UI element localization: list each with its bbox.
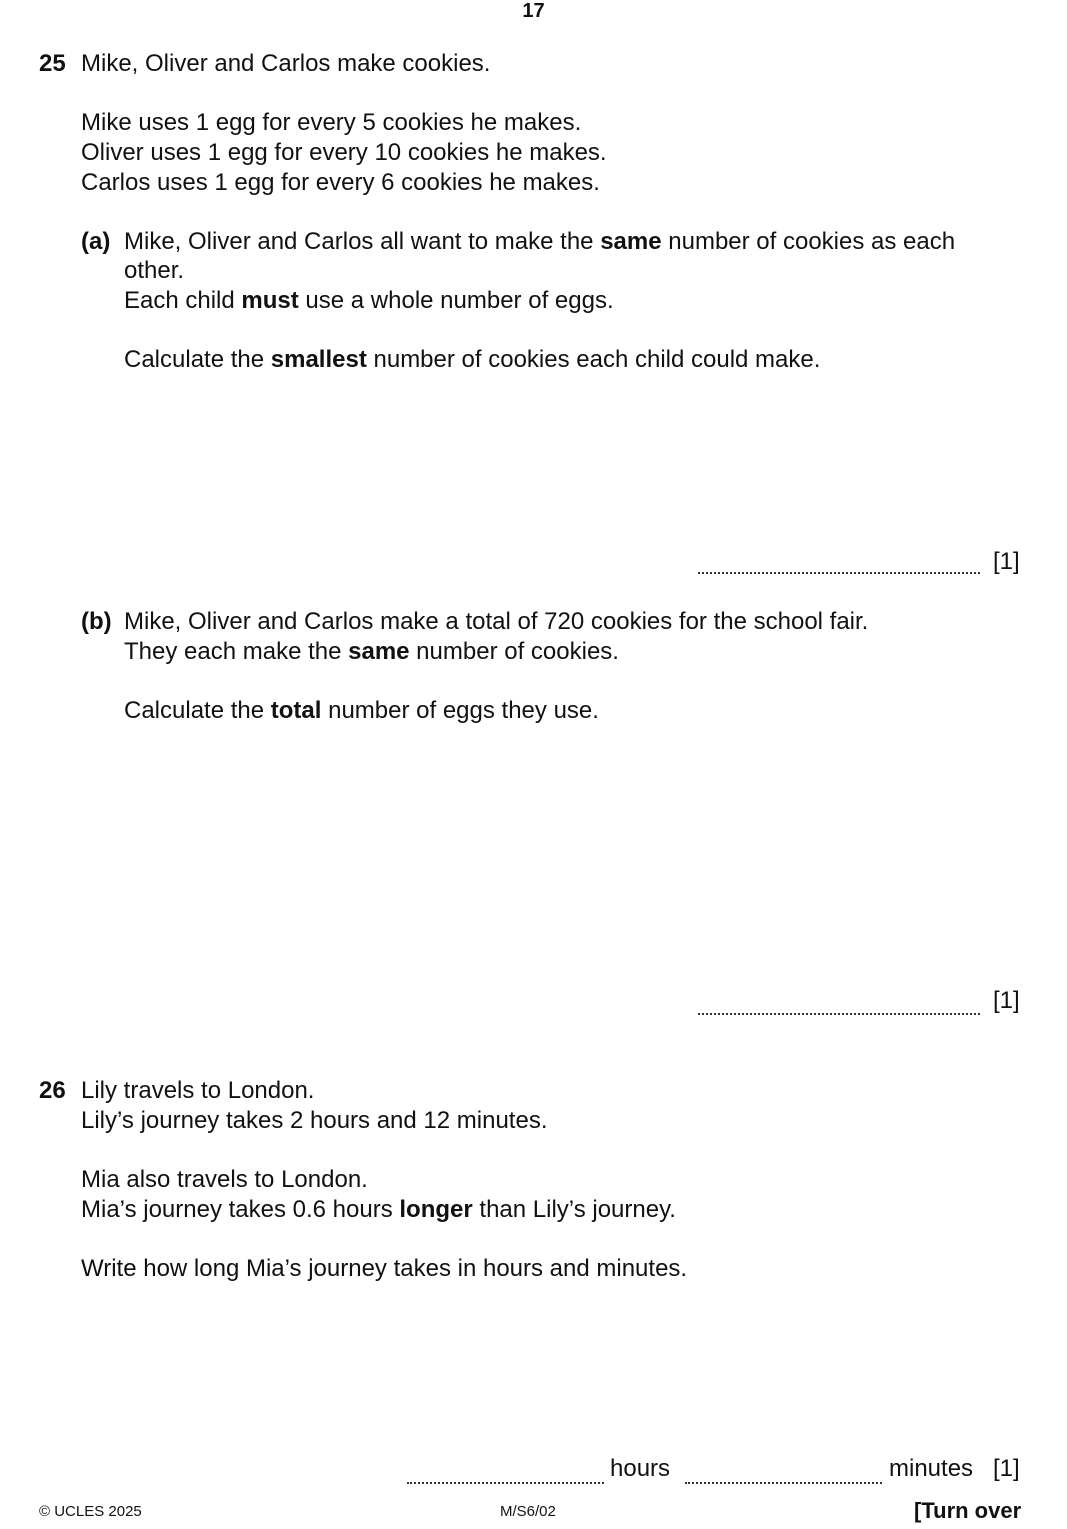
q26-minutes-label: minutes [889,1455,974,1482]
q25a-line3-emphasis: must [241,287,299,314]
q25a-line1-emphasis: same [600,228,662,255]
q25b-line2-rest: number of cookies. [409,638,619,665]
q25b-line2-emphasis: same [348,638,410,665]
q26-hours-answer-line[interactable] [407,1482,604,1484]
q25b-line2-text: They each make the [124,638,349,665]
footer-copyright: © UCLES 2025 [39,1503,142,1520]
q25b-line1: Mike, Oliver and Carlos make a total of 720 cookies for the school fair. [124,608,869,635]
q26-line1: Lily travels to London. [81,1077,315,1104]
q25a-line3 [124,286,614,316]
q25-rate-oliver: Oliver uses 1 egg for every 10 cookies he makes. [81,139,607,166]
footer-paper-code: M/S6/02 [500,1503,556,1520]
q25a-mark: [1] [993,548,1020,575]
q25b-task [124,696,599,726]
q25a-line3-text: Each child [124,287,242,314]
question-number-26: 26 [39,1077,66,1104]
q25a-line1-rest: number of cookies as each [661,228,956,255]
q25a-line1-text: Mike, Oliver and Carlos all want to make the [124,228,601,255]
q26-line4-text: Mia’s journey takes 0.6 hours [81,1196,400,1223]
q25b-mark: [1] [993,987,1020,1014]
q26-line4 [81,1195,676,1225]
page-number: 17 [522,0,545,22]
q25a-answer-line[interactable] [698,572,980,574]
q25a-label: (a) [81,228,111,255]
q26-minutes-answer-line[interactable] [685,1482,882,1484]
q25b-answer-line[interactable] [698,1013,980,1015]
q26-line3: Mia also travels to London. [81,1166,368,1193]
q25a-task-rest: number of cookies each child could make. [366,346,821,373]
q25-rate-mike: Mike uses 1 egg for every 5 cookies he makes. [81,109,582,136]
q25a-task-text: Calculate the [124,346,271,373]
q25a-line2: other. [124,257,185,284]
q26-line2: Lily’s journey takes 2 hours and 12 minutes. [81,1107,548,1134]
q25a-task [124,345,820,375]
footer-turn-over: [Turn over [914,1498,1022,1523]
q26-task: Write how long Mia’s journey takes in hours and minutes. [81,1255,688,1282]
q25b-line2 [124,637,619,667]
question-number-25: 25 [39,50,66,77]
q25-intro: Mike, Oliver and Carlos make cookies. [81,50,491,77]
q26-hours-label: hours [610,1455,671,1482]
q26-mark: [1] [993,1455,1020,1482]
q25a-line1 [124,227,955,257]
q25b-task-text: Calculate the [124,697,271,724]
q25-rate-carlos: Carlos uses 1 egg for every 6 cookies he makes. [81,169,600,196]
q25a-task-emphasis: smallest [270,346,367,373]
q25b-task-rest: number of eggs they use. [321,697,599,724]
q26-line4-rest: than Lily’s journey. [472,1196,676,1223]
q25b-label: (b) [81,608,112,635]
q25a-line3-rest: use a whole number of eggs. [298,287,614,314]
q25b-task-emphasis: total [270,697,322,724]
q26-line4-emphasis: longer [399,1196,473,1223]
